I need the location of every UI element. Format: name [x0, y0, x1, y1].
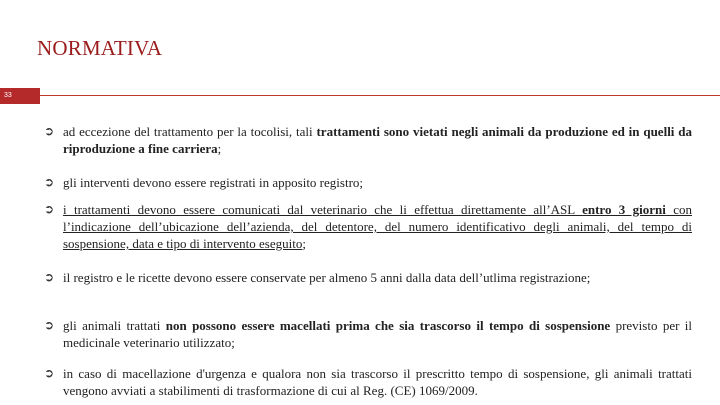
arrow-right-icon: ➲	[44, 318, 55, 332]
bullet-text-run: gli interventi devono essere registrati in apposito registro;	[63, 175, 364, 190]
arrow-right-icon: ➲	[44, 202, 55, 216]
bullet-text-run: con l’indicazione dell’ubicazione dell’azienda, del detentore, del numero identificativo degli animali, del tempo di sospensione, data e tipo di intervento eseguito	[63, 202, 692, 251]
bullet-text	[63, 317, 692, 351]
bullet-text-run: previsto per il medicinale veterinario utilizzato;	[63, 318, 693, 350]
bullet-item	[44, 317, 692, 351]
bullet-item	[44, 201, 692, 252]
bullet-text-run: trattamenti sono vietati negli animali da produzione ed in quelli da riproduzione a fine carriera	[63, 124, 692, 156]
bullet-item	[44, 174, 692, 191]
bullet-text-run: entro 3 giorni	[582, 202, 666, 217]
bullet-text	[63, 365, 692, 399]
bullet-text	[63, 201, 692, 252]
header-bar	[0, 88, 40, 104]
bullet-item	[44, 123, 692, 157]
arrow-right-icon: ➲	[44, 366, 55, 380]
bullet-text-run: gli animali trattati	[63, 318, 166, 333]
bullet-text-run: ;	[302, 236, 306, 251]
bullet-text	[63, 123, 692, 157]
bullet-text-run: ad eccezione del trattamento per la tocolisi, tali	[63, 124, 317, 139]
bullet-text	[63, 174, 692, 191]
bullet-text	[63, 269, 692, 286]
bullet-text-run: ;	[217, 141, 222, 156]
bullet-item	[44, 365, 692, 399]
bullet-text-run: il registro e le ricette devono essere conservate per almeno 5 anni dalla data dell’utlima registrazione;	[63, 270, 591, 285]
arrow-right-icon: ➲	[44, 124, 55, 138]
bullet-text-run: non possono essere macellati prima che sia trascorso il tempo di sospensione	[165, 318, 611, 333]
arrow-right-icon: ➲	[44, 270, 55, 284]
bullet-text-run: in caso di macellazione d'urgenza e qualora non sia trascorso il prescritto tempo di sospensione, gli animali trattati vengono avviati a stabilimenti di trasformazione di cui al Reg. (CE) 1069/2009.	[63, 366, 692, 398]
bullet-item	[44, 269, 692, 286]
slide-title: NORMATIVA	[37, 36, 163, 60]
arrow-right-icon: ➲	[44, 175, 55, 189]
page-number: 33	[4, 92, 12, 99]
header-divider	[40, 95, 720, 96]
bullet-text-run: i trattamenti devono essere comunicati dal veterinario che li effettua direttamente all’ASL	[63, 202, 583, 217]
